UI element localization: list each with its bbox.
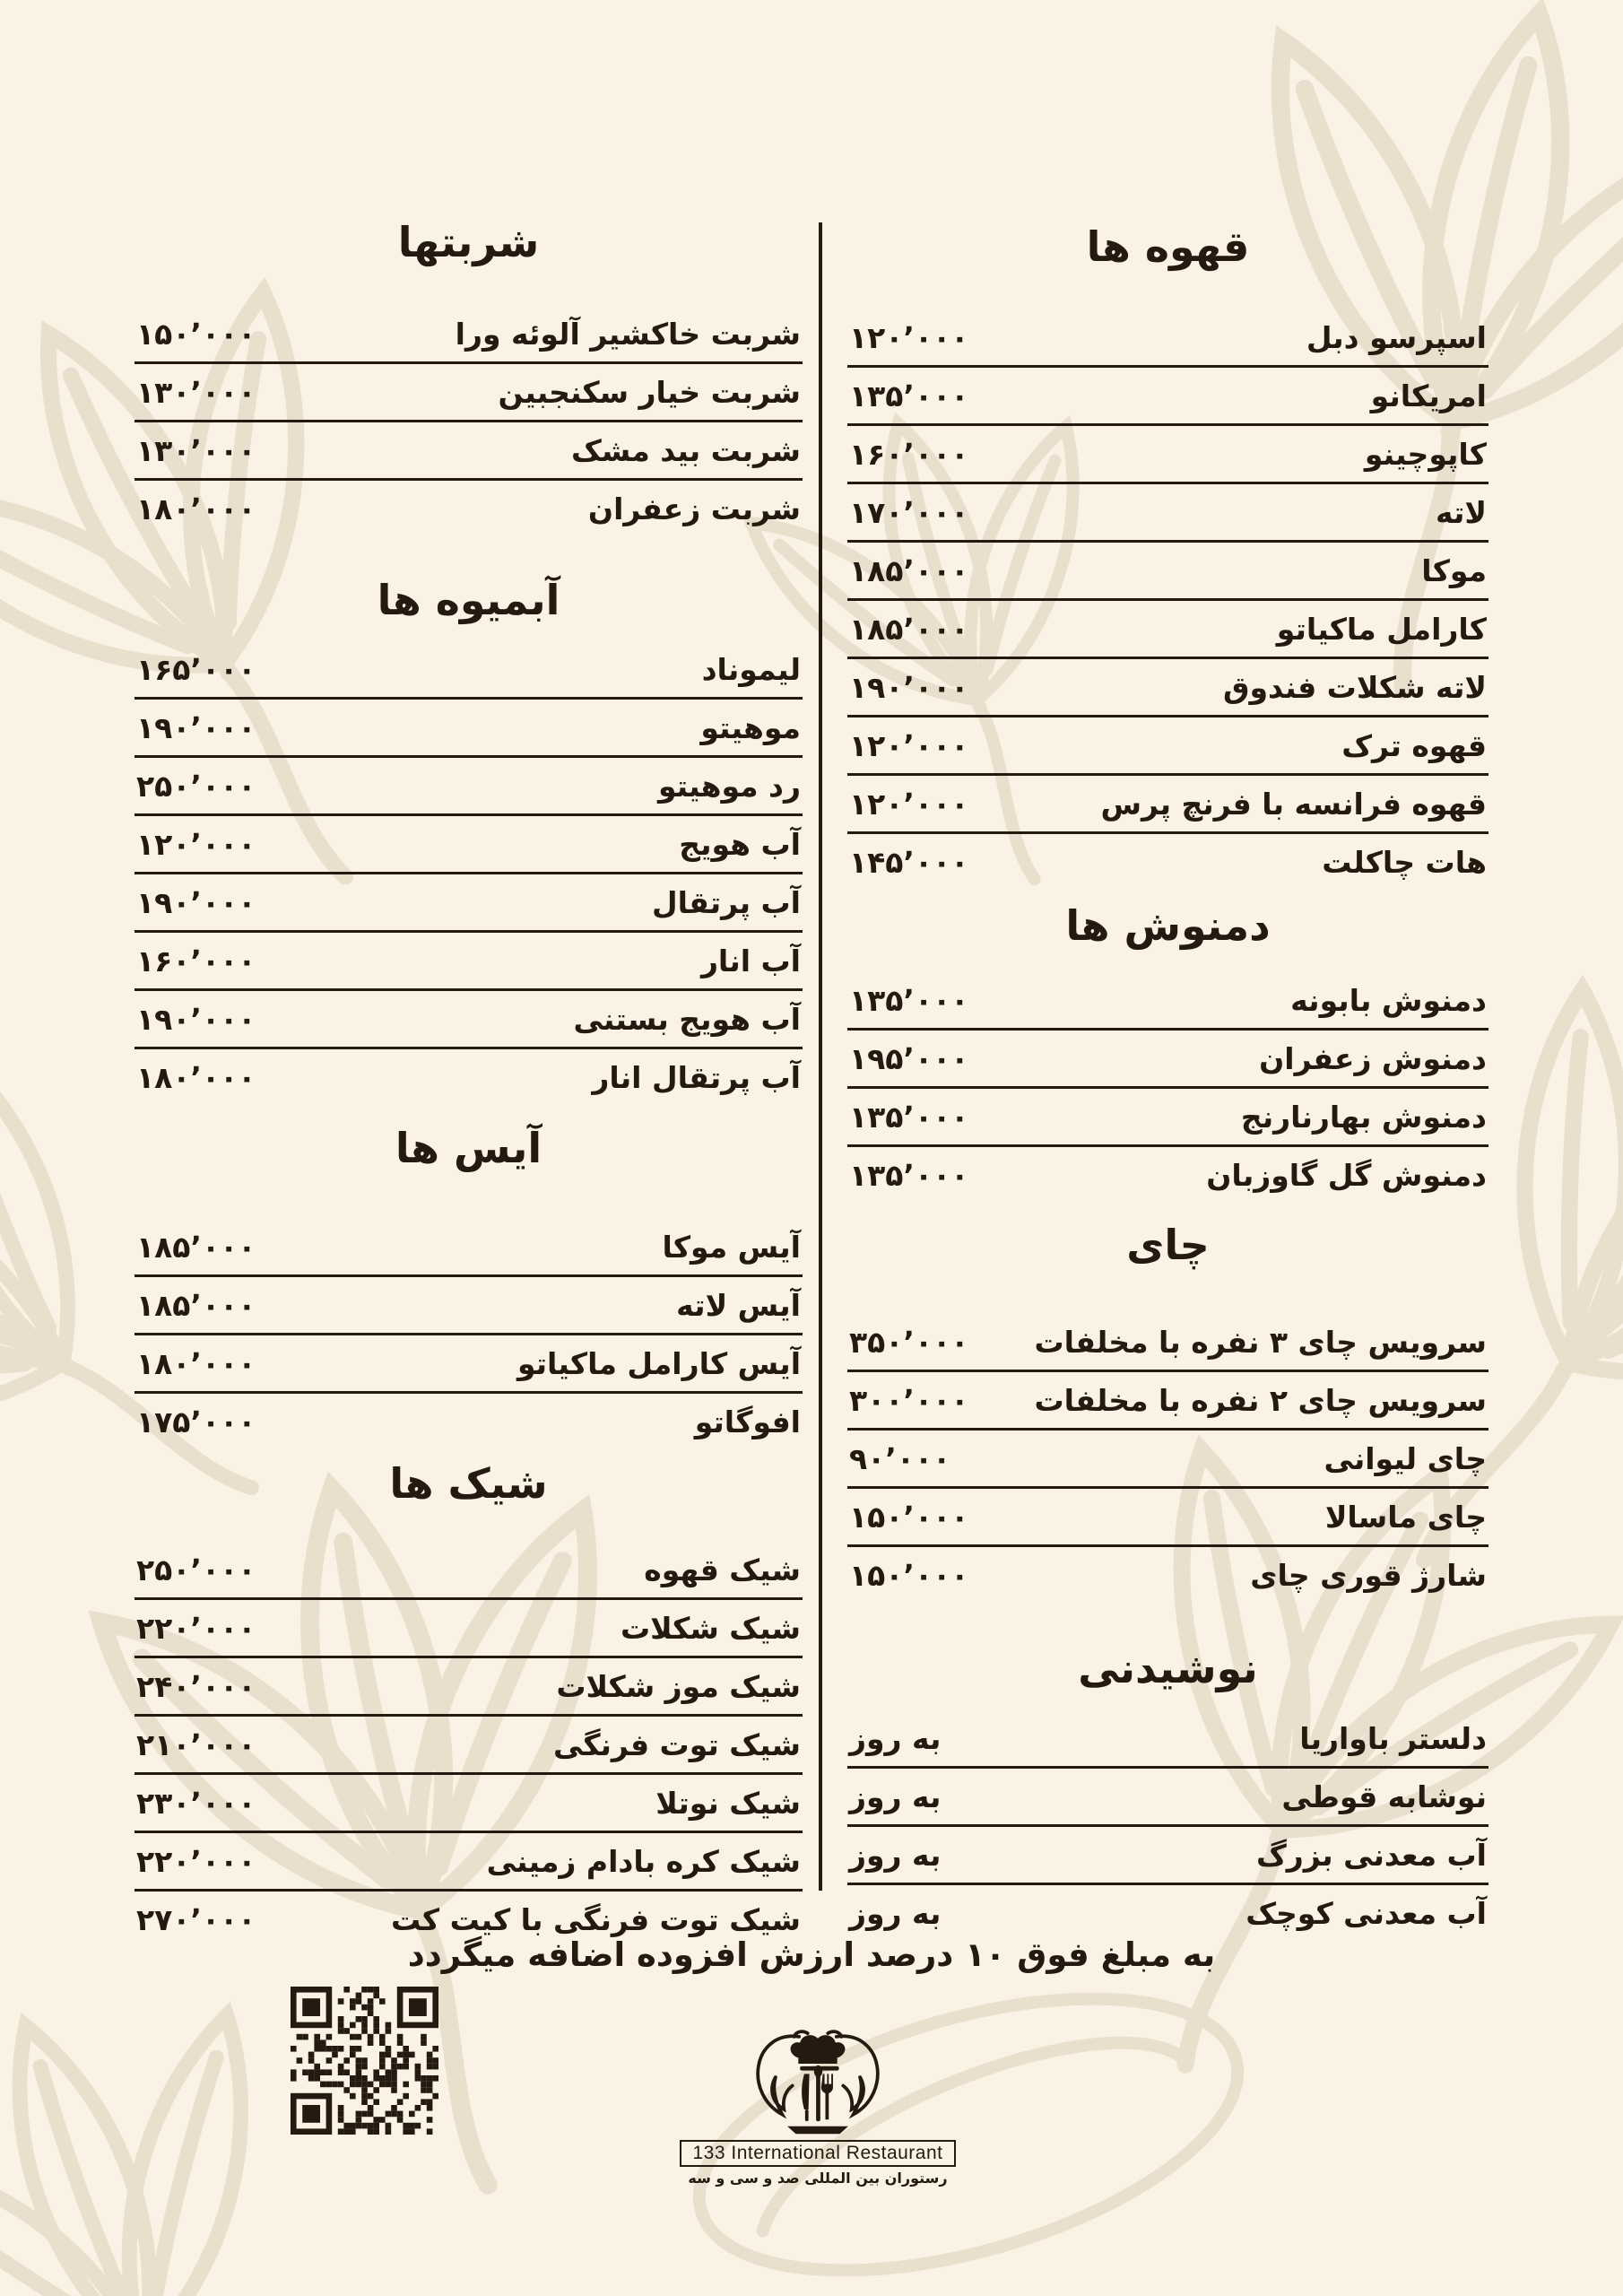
item-price: ۳۰۰٬۰۰۰ [849,1382,969,1418]
menu-item-row [135,1335,803,1394]
menu-item-row [135,1049,803,1105]
menu-item-row [135,816,803,874]
section-title: نوشیدنی [1078,1644,1258,1692]
menu-item-row [135,1277,803,1335]
item-name: آیس موکا [662,1229,801,1265]
item-name: آب انار [700,943,801,978]
item-price: ۲۵۰٬۰۰۰ [136,768,256,804]
item-price: ۱۲۰٬۰۰۰ [849,319,969,355]
menu-item-row [847,309,1488,368]
item-price: ۲۵۰٬۰۰۰ [136,1552,256,1587]
restaurant-logo [661,2020,975,2187]
item-name: شیک نوتلا [655,1785,801,1821]
item-name: آب معدنی کوچک [1245,1895,1487,1931]
item-price: ۹۰٬۰۰۰ [849,1440,951,1476]
item-price: ۲۴۰٬۰۰۰ [136,1668,256,1704]
menu-item-row [135,1542,803,1600]
menu-item-row [847,1885,1488,1941]
item-price: ۱۳۵٬۰۰۰ [849,1099,969,1135]
menu-item-row [847,1547,1488,1603]
item-price: ۱۳۰٬۰۰۰ [136,374,256,410]
menu-column-left [135,206,803,1947]
menu-item-row [847,776,1488,834]
section-title: قهوه ها [1086,222,1250,271]
item-name: موکا [1421,552,1487,588]
menu-item-row [135,874,803,933]
menu-item-row [135,700,803,758]
item-price: ۱۳۰٬۰۰۰ [136,432,256,468]
menu-item-row [135,481,803,536]
menu-item-row [847,1372,1488,1431]
menu-item-row [135,758,803,816]
menu-column-right [847,206,1488,1941]
menu-item-row [847,426,1488,484]
logo-name-fa: رستوران بین المللی صد و سی و سه [688,2170,948,2187]
item-price: ۲۲۰٬۰۰۰ [136,1610,256,1646]
menu-item-row [847,1147,1488,1203]
item-price: ۱۵۰٬۰۰۰ [849,1557,969,1593]
logo-name-en: 133 International Restaurant [680,2140,955,2167]
item-name: دمنوش بهارنارنج [1240,1099,1487,1135]
cutlery-icon [802,2066,833,2121]
item-price: ۱۸۰٬۰۰۰ [136,1059,256,1095]
item-price: ۲۱۰٬۰۰۰ [136,1726,256,1762]
item-price: ۱۸۵٬۰۰۰ [849,552,969,588]
item-price: ۱۹۰٬۰۰۰ [136,884,256,920]
menu-item-row [135,422,803,481]
item-name: آیس لاته [676,1287,801,1323]
item-name: قهوه ترک [1341,727,1487,763]
menu-item-row [135,641,803,700]
item-name: چای ماسالا [1324,1499,1487,1535]
item-price: ۱۵۰٬۰۰۰ [849,1499,969,1535]
menu-item-row [135,1394,803,1449]
item-price: ۱۸۰٬۰۰۰ [136,1345,256,1381]
item-name: امریکانو [1370,378,1487,413]
item-name: شربت خاکشیر آلوئه ورا [455,316,801,352]
item-price: ۱۶۵٬۰۰۰ [136,651,256,687]
item-name: رد موهیتو [657,768,801,804]
section-title: آبمیوه ها [377,576,560,624]
item-name: آیس کارامل ماکیاتو [516,1345,801,1381]
menu-item-row [847,1431,1488,1489]
menu-item-row [847,1489,1488,1547]
item-price: ۱۸۵٬۰۰۰ [136,1229,256,1265]
item-name: اسپرسو دبل [1306,319,1487,355]
item-name: دمنوش زعفران [1259,1040,1487,1076]
item-price: ۱۵۰٬۰۰۰ [136,316,256,352]
menu-item-row [847,972,1488,1031]
menu-item-row [847,1031,1488,1089]
menu-item-row [135,991,803,1049]
item-name: لاته [1436,494,1487,530]
item-name: شیک کره بادام زمینی [486,1843,801,1879]
logo-emblem-icon [728,2020,907,2138]
menu-item-row [847,1769,1488,1827]
item-name: نوشابه قوطی [1281,1779,1487,1814]
item-price: ۱۸۵٬۰۰۰ [136,1287,256,1323]
item-name: دمنوش گل گاوزبان [1206,1157,1487,1193]
menu-item-row [135,364,803,422]
menu-item-row [847,484,1488,543]
item-price: ۲۷۰٬۰۰۰ [136,1901,256,1937]
menu-item-row [135,306,803,364]
item-price: ۱۷۰٬۰۰۰ [849,494,969,530]
item-price: به روز [849,1837,942,1873]
item-name: موهیتو [700,709,801,745]
item-name: دلستر باواریا [1299,1720,1487,1756]
chef-hat-icon [791,2035,846,2064]
tray-icon [787,2126,848,2134]
item-name: لیموناد [701,651,801,687]
item-name: شارژ قوری چای [1250,1557,1487,1593]
menu-item-row [847,1089,1488,1147]
item-name: افوگاتو [694,1404,801,1439]
item-price: ۱۹۵٬۰۰۰ [849,1040,969,1076]
section-title: آیس ها [395,1124,542,1172]
item-price: به روز [849,1720,942,1756]
item-price: ۱۲۰٬۰۰۰ [849,727,969,763]
menu-item-row [847,718,1488,776]
menu-item-row [847,834,1488,890]
section-title: شربتها [397,218,540,266]
item-name: شربت بید مشک [570,432,801,468]
menu-item-row [847,659,1488,718]
menu-item-row [135,1775,803,1833]
item-name: قهوه فرانسه با فرنچ پرس [1100,786,1487,822]
menu-item-row [135,1833,803,1892]
item-name: آب هویج [679,826,801,862]
item-name: سرویس چای ۳ نفره با مخلفات [1034,1324,1487,1360]
item-name: دمنوش بابونه [1290,982,1487,1018]
item-price: ۱۴۵٬۰۰۰ [849,844,969,880]
menu-item-row [847,368,1488,426]
menu-item-row [847,1710,1488,1769]
item-name: چای لیوانی [1324,1440,1487,1476]
item-name: شربت خیار سکنجبین [498,374,801,410]
item-price: ۱۹۰٬۰۰۰ [136,709,256,745]
item-price: ۲۲۰٬۰۰۰ [136,1843,256,1879]
item-price: ۱۳۵٬۰۰۰ [849,982,969,1018]
item-name: شربت زعفران [587,491,801,526]
menu-item-row [847,543,1488,601]
item-price: ۱۸۵٬۰۰۰ [849,611,969,647]
item-price: ۳۵۰٬۰۰۰ [849,1324,969,1360]
item-price: ۱۳۵٬۰۰۰ [849,378,969,413]
item-name: آب پرتقال انار [592,1059,801,1095]
item-price: ۲۳۰٬۰۰۰ [136,1785,256,1821]
item-name: هات چاکلت [1322,844,1487,880]
item-name: شیک توت فرنگی [552,1726,801,1762]
item-name: شیک شکلات [620,1610,801,1646]
item-price: ۱۹۰٬۰۰۰ [849,669,969,705]
item-name: آب هویج بستنی [573,1001,801,1037]
item-price: به روز [849,1779,942,1814]
menu-item-row [135,1219,803,1277]
qr-code [291,1987,438,2135]
item-name: شیک موز شکلات [556,1668,801,1704]
item-name: لاته شکلات فندوق [1223,669,1487,705]
menu-item-row [847,601,1488,659]
item-name: شیک قهوه [644,1552,801,1587]
menu-item-row [135,1717,803,1775]
item-price: ۱۹۰٬۰۰۰ [136,1001,256,1037]
section-title: دمنوش ها [1065,901,1271,950]
menu-item-row [135,1600,803,1658]
item-price: ۱۶۰٬۰۰۰ [136,943,256,978]
item-name: سرویس چای ۲ نفره با مخلفات [1034,1382,1487,1418]
menu-item-row [135,933,803,991]
item-name: کاپوچینو [1364,436,1487,472]
column-divider-rule [819,222,822,1891]
item-price: ۱۷۵٬۰۰۰ [136,1404,256,1439]
item-name: کارامل ماکیاتو [1276,611,1487,647]
item-price: ۱۶۰٬۰۰۰ [849,436,969,472]
menu-item-row [847,1314,1488,1372]
item-price: ۱۲۰٬۰۰۰ [849,786,969,822]
menu-item-row [135,1658,803,1717]
item-name: آب پرتقال [651,884,801,920]
item-price: ۱۸۰٬۰۰۰ [136,491,256,526]
menu-item-row [847,1827,1488,1885]
item-price: به روز [849,1895,942,1931]
item-price: ۱۲۰٬۰۰۰ [136,826,256,862]
section-title: شیک ها [389,1459,548,1508]
item-price: ۱۳۵٬۰۰۰ [849,1157,969,1193]
section-title: چای [1126,1221,1210,1269]
vat-note: به مبلغ فوق ۱۰ درصد ارزش افزوده اضافه میگردد [407,1935,1216,1974]
item-name: شیک توت فرنگی با کیت کت [390,1901,801,1937]
item-name: آب معدنی بزرگ [1255,1837,1487,1873]
